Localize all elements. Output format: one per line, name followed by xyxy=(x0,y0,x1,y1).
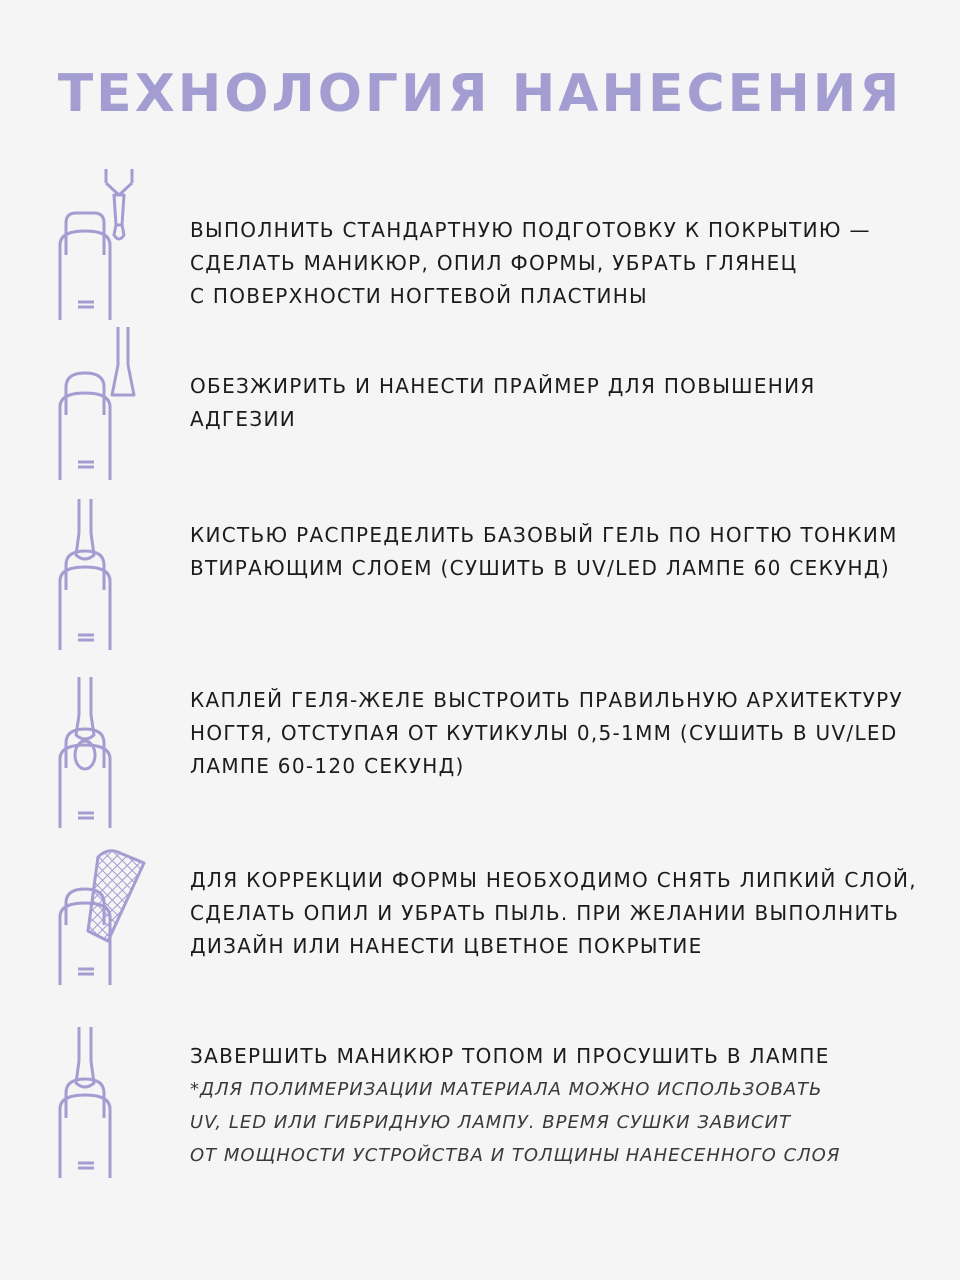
step-3-line-2: ВТИРАЮЩИМ СЛОЕМ (СУШИТЬ В UV/LED ЛАМПЕ 60 СЕКУНД) xyxy=(190,556,890,580)
nail-brush-top-icon xyxy=(48,1018,148,1188)
step-6-note-3: ОТ МОЩНОСТИ УСТРОЙСТВА И ТОЛЩИНЫ НАНЕСЕННОГО СЛОЯ xyxy=(190,1145,841,1166)
step-4-line-3: ЛАМПЕ 60-120 СЕКУНД) xyxy=(190,754,465,778)
step-1-line-2: СДЕЛАТЬ МАНИКЮР, ОПИЛ ФОРМЫ, УБРАТЬ ГЛЯНЕЦ xyxy=(190,251,798,275)
step-2-text xyxy=(190,370,930,436)
step-5-line-1: ДЛЯ КОРРЕКЦИИ ФОРМЫ НЕОБХОДИМО СНЯТЬ ЛИПКИЙ СЛОЙ, xyxy=(190,868,917,892)
step-6-note-2: UV, LED ИЛИ ГИБРИДНУЮ ЛАМПУ. ВРЕМЯ СУШКИ ЗАВИСИТ xyxy=(190,1112,792,1133)
step-6-text xyxy=(190,1040,930,1172)
step-5-text xyxy=(190,864,930,963)
step-2-line-2: АДГЕЗИИ xyxy=(190,407,296,431)
step-1-line-3: С ПОВЕРХНОСТИ НОГТЕВОЙ ПЛАСТИНЫ xyxy=(190,284,649,308)
step-4-text xyxy=(190,684,930,783)
step-2-line-1: ОБЕЗЖИРИТЬ И НАНЕСТИ ПРАЙМЕР ДЛЯ ПОВЫШЕНИЯ xyxy=(190,374,816,398)
step-3-text xyxy=(190,519,930,585)
step-4-line-2: НОГТЯ, ОТСТУПАЯ ОТ КУТИКУЛЫ 0,5-1ММ (СУШИТЬ В UV/LED xyxy=(190,721,898,745)
step-1-line-1: ВЫПОЛНИТЬ СТАНДАРТНУЮ ПОДГОТОВКУ К ПОКРЫТИЮ — xyxy=(190,218,871,242)
nail-file-icon xyxy=(48,840,148,1010)
step-3-line-1: КИСТЬЮ РАСПРЕДЕЛИТЬ БАЗОВЫЙ ГЕЛЬ ПО НОГТЮ ТОНКИМ xyxy=(190,523,898,547)
nail-brush-primer-icon xyxy=(48,320,148,490)
step-6-note-1: *ДЛЯ ПОЛИМЕРИЗАЦИИ МАТЕРИАЛА МОЖНО ИСПОЛЬЗОВАТЬ xyxy=(190,1079,823,1100)
nail-brush-drop-icon xyxy=(48,668,148,838)
nail-cuticle-pusher-icon xyxy=(48,160,148,330)
step-5-line-2: СДЕЛАТЬ ОПИЛ И УБРАТЬ ПЫЛЬ. ПРИ ЖЕЛАНИИ ВЫПОЛНИТЬ xyxy=(190,901,900,925)
step-1-text xyxy=(190,214,930,313)
step-5-line-3: ДИЗАЙН ИЛИ НАНЕСТИ ЦВЕТНОЕ ПОКРЫТИЕ xyxy=(190,934,703,958)
step-4-line-1: КАПЛЕЙ ГЕЛЯ-ЖЕЛЕ ВЫСТРОИТЬ ПРАВИЛЬНУЮ АРХИТЕКТУРУ xyxy=(190,688,903,712)
nail-brush-base-icon xyxy=(48,490,148,660)
step-6-line-1: ЗАВЕРШИТЬ МАНИКЮР ТОПОМ И ПРОСУШИТЬ В ЛАМПЕ xyxy=(190,1044,830,1068)
page-title: ТЕХНОЛОГИЯ НАНЕСЕНИЯ xyxy=(57,64,903,124)
